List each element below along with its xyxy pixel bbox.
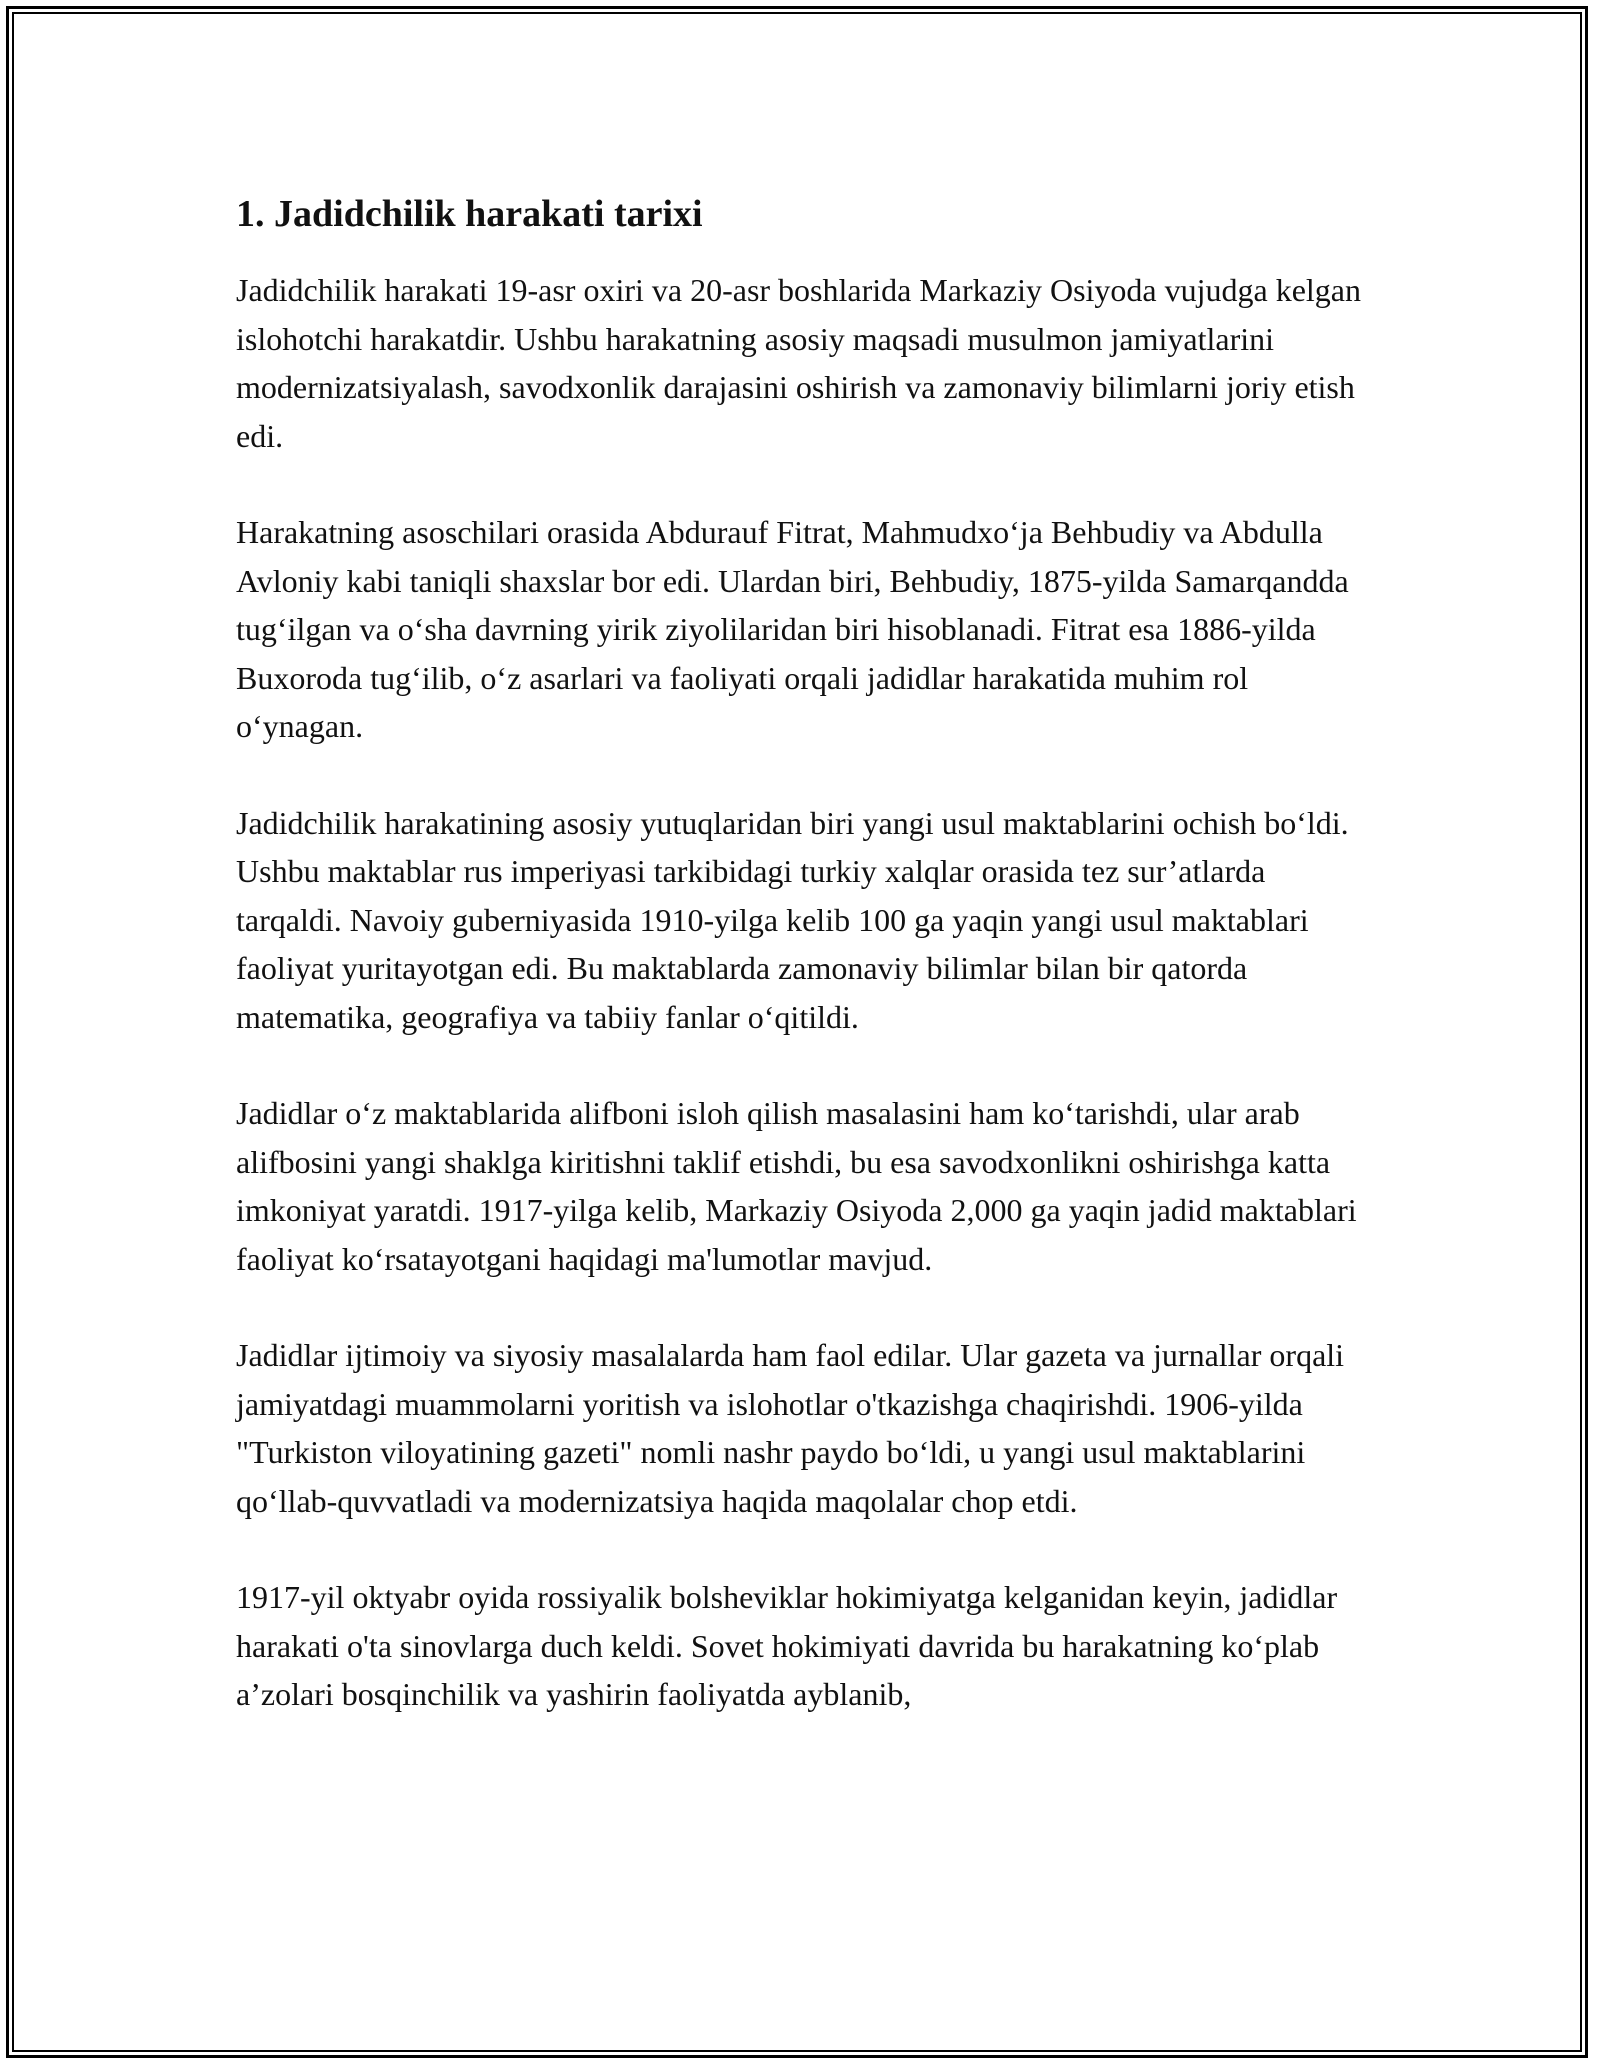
- paragraph-4: Jadidlar o‘z maktablarida alifboni isloh qilish masalasini ham ko‘tarishdi, ular arab alifbosini yangi shaklga kiritishni taklif etishdi, bu esa savodxonlikni oshirishga katta imkoniyat yaratdi. 1917-yilga kelib, Markaziy Osiyoda 2,000 ga yaqin jadid maktablari faoliyat ko‘rsatayotgani haqidagi ma'lumotlar mavjud.: [236, 1095, 1357, 1277]
- document-body: [236, 186, 1376, 1767]
- paragraph-2: Harakatning asoschilari orasida Abdurauf Fitrat, Mahmudxo‘ja Behbudiy va Abdulla Avloniy kabi taniqli shaxslar bor edi. Ulardan biri, Behbudiy, 1875-yilda Samarqandda tug‘ilgan va o‘sha davrning yirik ziyolilaridan biri hisoblanadi. Fitrat esa 1886-yilda Buxoroda tug‘ilib, o‘z asarlari va faoliyati orqali jadidlar harakatida muhim rol o‘ynagan.: [236, 514, 1349, 744]
- paragraph-1: Jadidchilik harakati 19-asr oxiri va 20-asr boshlarida Markaziy Osiyoda vujudga kelgan islohotchi harakatdir. Ushbu harakatning asosiy maqsadi musulmon jamiyatlarini modernizatsiyalash, savodxonlik darajasini oshirish va zamonaviy bilimlarni joriy etish edi.: [236, 272, 1361, 454]
- section-title: 1. Jadidchilik harakati tarixi: [236, 193, 703, 235]
- paragraph-5: Jadidlar ijtimoiy va siyosiy masalalarda ham faol edilar. Ular gazeta va jurnallar orqali jamiyatdagi muammolarni yoritish va islohotlar o'tkazishga chaqirishdi. 1906-yilda "Turkiston viloyatining gazeti" nomli nashr paydo bo‘ldi, u yangi usul maktablarini qo‘llab-quvvatladi va modernizatsiya haqida maqolalar chop etdi.: [236, 1337, 1345, 1519]
- paragraph-6: 1917-yil oktyabr oyida rossiyalik bolsheviklar hokimiyatga kelganidan keyin, jadidlar harakati o'ta sinovlarga duch keldi. Sovet hokimiyati davrida bu harakatning ko‘plab a’zolari bosqinchilik va yashirin faoliyatda ayblanib,: [236, 1579, 1338, 1712]
- paragraph-3: Jadidchilik harakatining asosiy yutuqlaridan biri yangi usul maktablarini ochish bo‘ldi. Ushbu maktablar rus imperiyasi tarkibidagi turkiy xalqlar orasida tez sur’atlarda tarqaldi. Navoiy guberniyasida 1910-yilga kelib 100 ga yaqin yangi usul maktablari faoliyat yuritayotgan edi. Bu maktablarda zamonaviy bilimlar bilan bir qatorda matematika, geografiya va tabiiy fanlar o‘qitildi.: [236, 804, 1349, 1035]
